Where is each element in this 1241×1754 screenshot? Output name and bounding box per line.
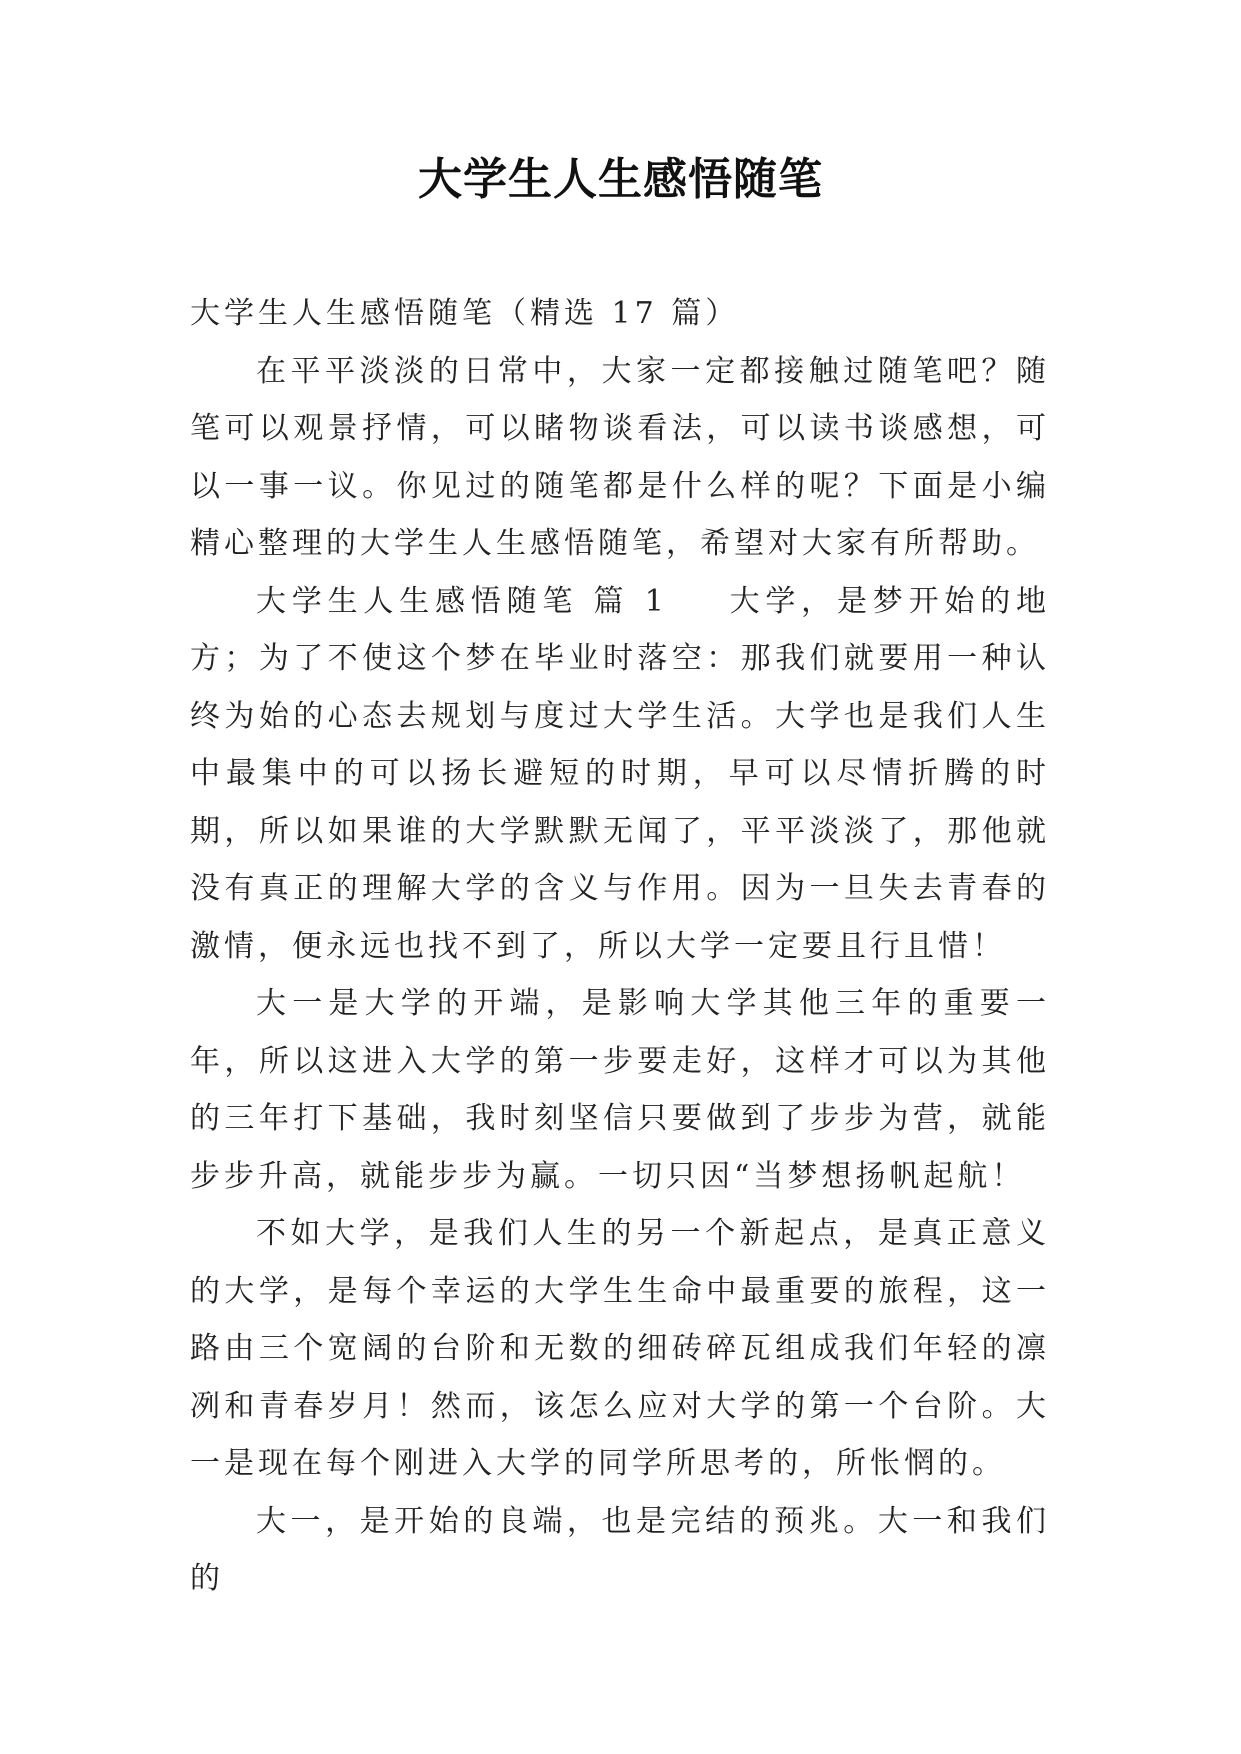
document-body: [190, 285, 1050, 1608]
section-1-heading: 大学生人生感悟随笔 篇 1: [256, 583, 668, 619]
document-title: 大学生人生感悟随笔: [418, 154, 823, 205]
section-1-paragraph-2: 大一是大学的开端，是影响大学其他三年的重要一年，所以这进入大学的第一步要走好，这样才可以为其他的三年打下基础，我时刻坚信只要做到了步步为营，就能步步升高，就能步步为赢。一切只因“当梦想扬帆起航！: [190, 986, 1050, 1194]
section-1-paragraph-1: [190, 573, 1050, 976]
intro-paragraph: 在平平淡淡的日常中，大家一定都接触过随笔吧？随笔可以观景抒情，可以睹物谈看法，可以读书谈感想，可以一事一议。你见过的随笔都是什么样的呢？下面是小编精心整理的大学生人生感悟随笔，希望对大家有所帮助。: [190, 353, 1050, 561]
section-1-paragraph-4: 大一，是开始的良端，也是完结的预兆。大一和我们的: [190, 1503, 1050, 1596]
document-subtitle: 大学生人生感悟随笔（精选 17 篇）: [190, 296, 740, 331]
section-1-paragraph-3: 不如大学，是我们人生的另一个新起点，是真正意义的大学，是每个幸运的大学生生命中最重要的旅程，这一路由三个宽阔的台阶和无数的细砖碎瓦组成我们年轻的凛冽和青春岁月！然而，该怎么应对大学的第一个台阶。大一是现在每个刚进入大学的同学所思考的，所怅惘的。: [190, 1216, 1050, 1481]
section-1-paragraph-1-text: 大学，是梦开始的地方；为了不使这个梦在毕业时落空：那我们就要用一种认终为始的心态去规划与度过大学生活。大学也是我们人生中最集中的可以扬长避短的时期，早可以尽情折腾的时期，所以如果谁的大学默默无闻了，平平淡淡了，那他就没有真正的理解大学的含义与作用。因为一旦失去青春的激情，便永远也找不到了，所以大学一定要且行且惜！: [190, 583, 1050, 964]
